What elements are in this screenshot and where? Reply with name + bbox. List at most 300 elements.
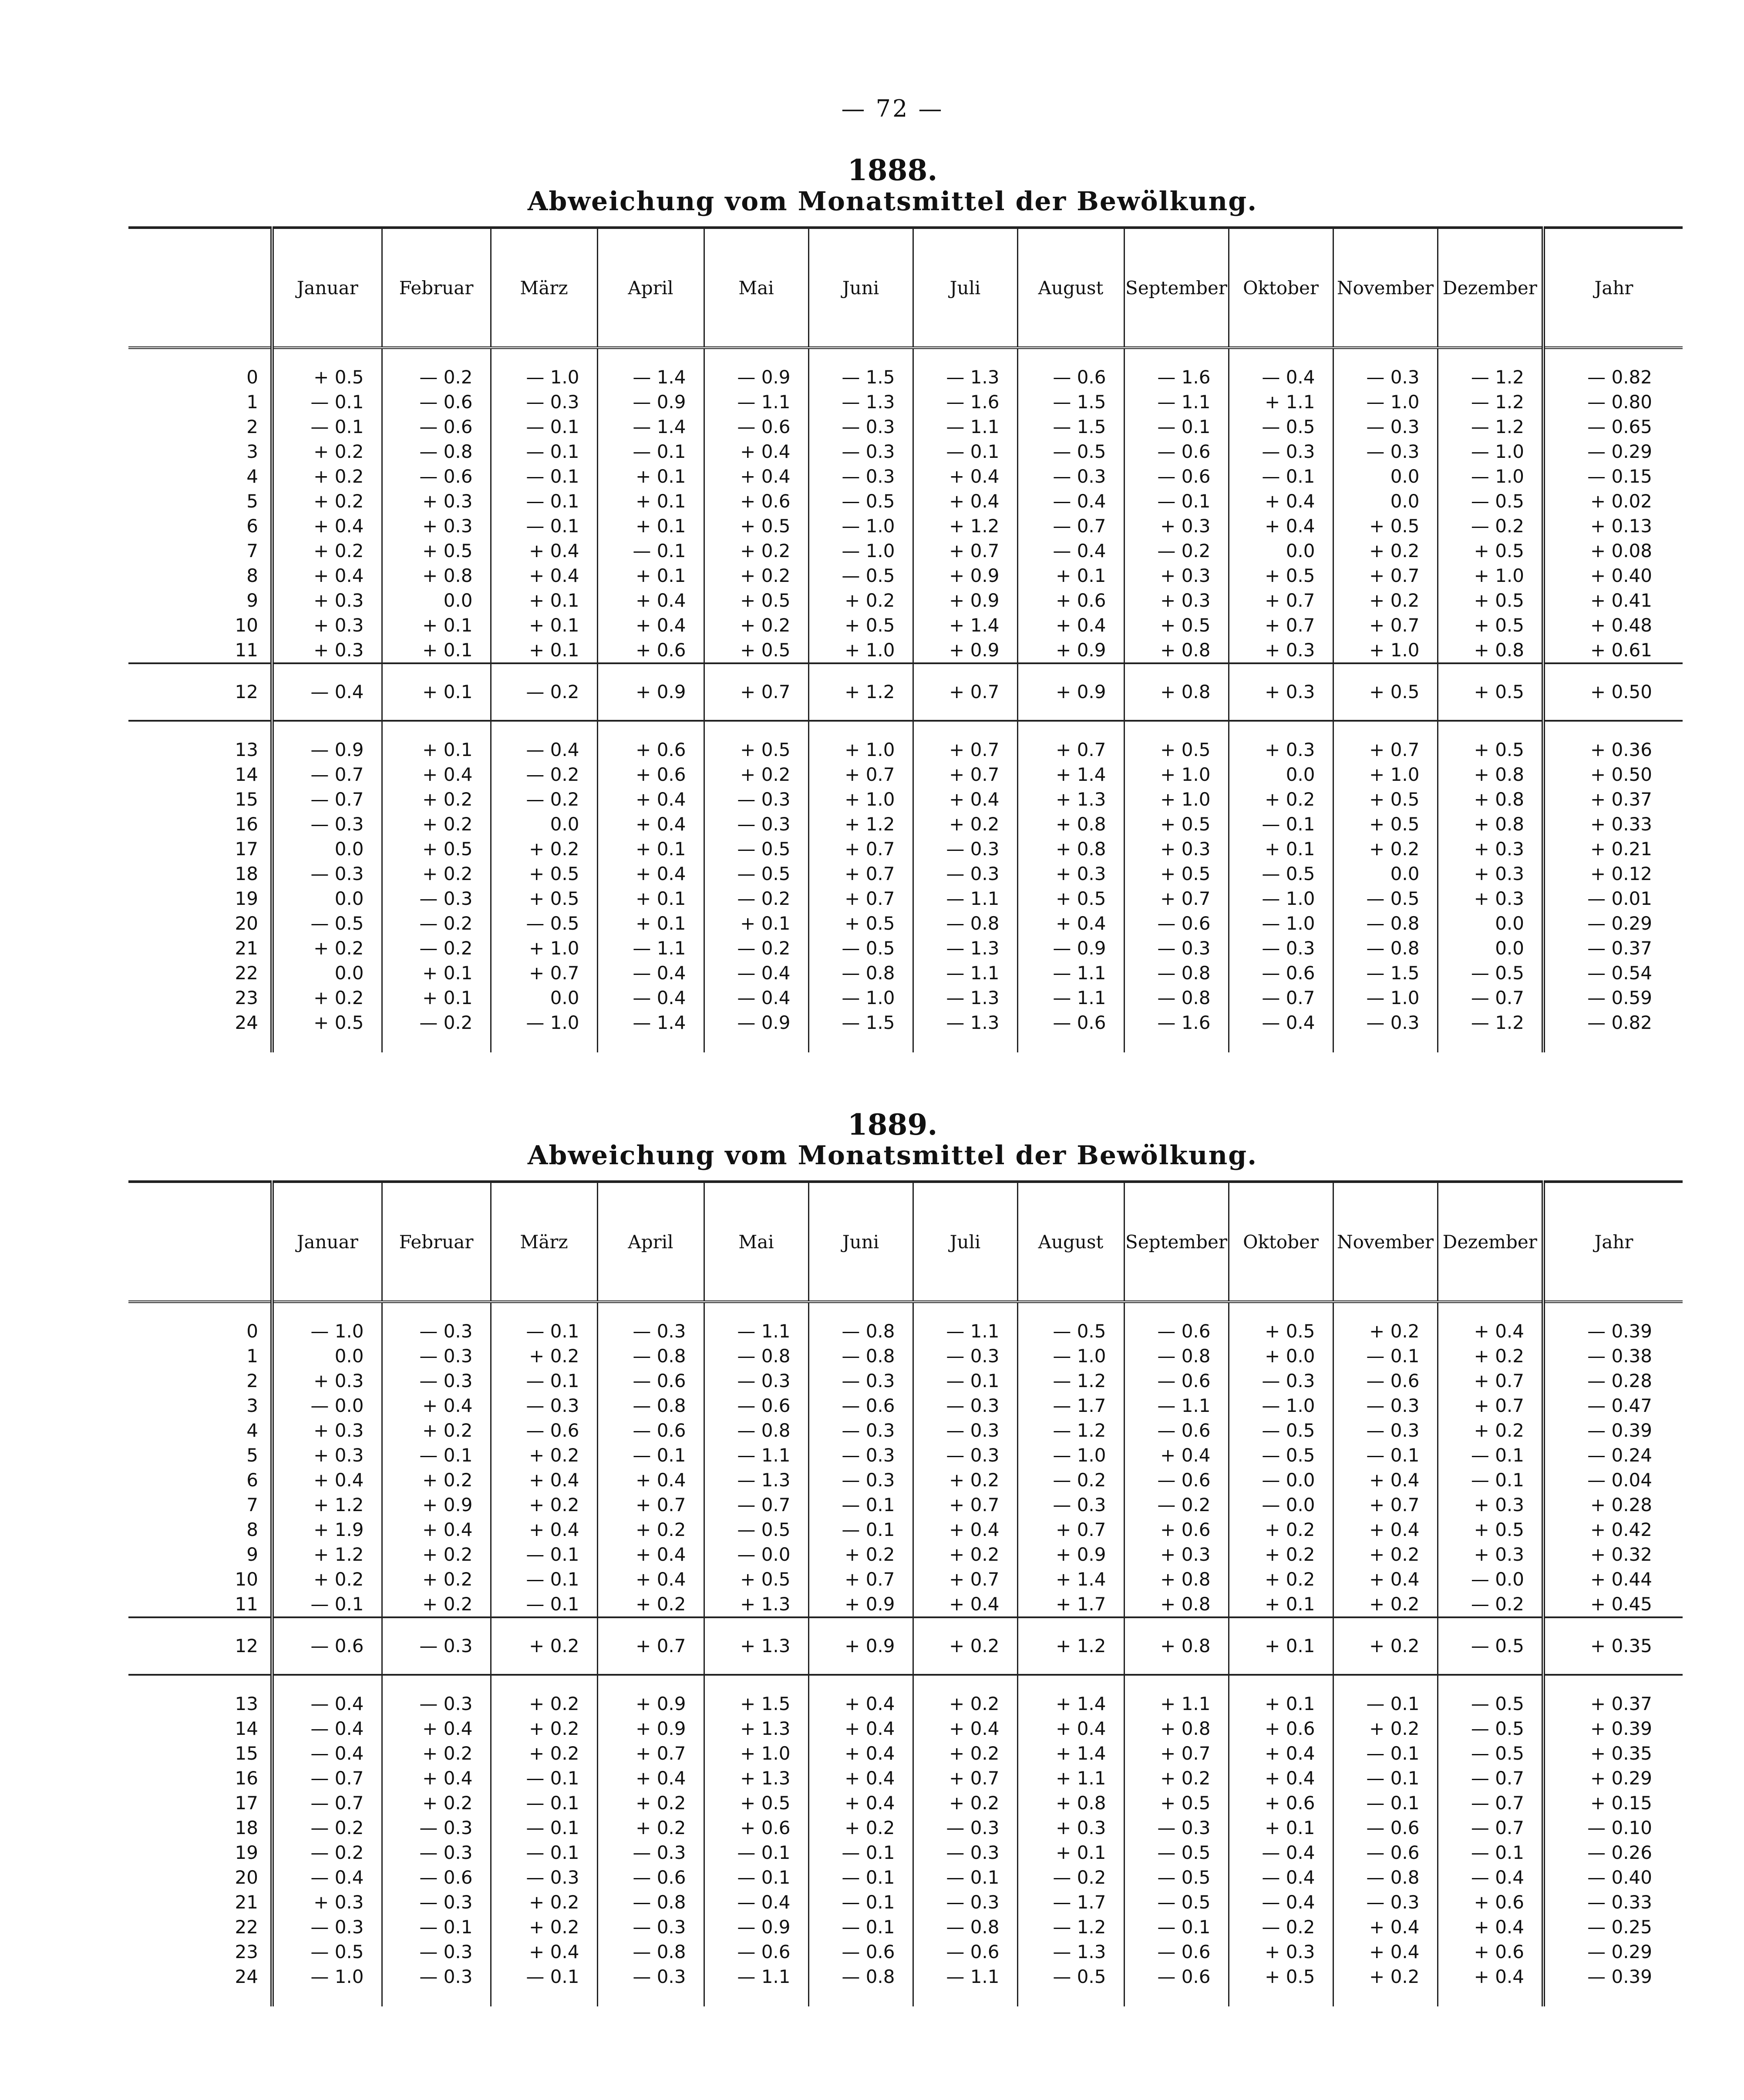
value-cell: + 0.2 xyxy=(913,1542,1017,1567)
value-cell: + 0.5 xyxy=(1438,613,1543,638)
hour-cell: 5 xyxy=(246,1445,258,1466)
value-cell: — 1.0 xyxy=(808,985,913,1010)
value-cell: — 0.2 xyxy=(382,1010,491,1052)
value-cell: — 0.3 xyxy=(382,1840,491,1865)
value-cell: + 0.8 xyxy=(1438,787,1543,812)
table-row xyxy=(128,1010,1683,1052)
year-mean-cell: — 0.39 xyxy=(1543,1302,1683,1344)
value-cell: — 0.3 xyxy=(597,1302,704,1344)
table-row xyxy=(128,1393,1683,1418)
value-cell: + 0.7 xyxy=(808,762,913,787)
value-cell: + 0.4 xyxy=(913,1517,1017,1542)
value-cell: + 0.3 xyxy=(1124,563,1229,588)
value-cell: — 0.2 xyxy=(1017,1865,1124,1890)
page-number: — 72 — xyxy=(841,95,944,122)
value-cell: + 0.5 xyxy=(1438,1517,1543,1542)
value-cell: + 0.7 xyxy=(913,1766,1017,1791)
value-cell: — 0.1 xyxy=(491,439,597,464)
value-cell: — 1.0 xyxy=(272,1964,382,2006)
value-cell: — 0.2 xyxy=(382,911,491,936)
value-cell: — 0.2 xyxy=(382,348,491,390)
value-cell: + 1.0 xyxy=(808,787,913,812)
column-header-9: Oktober xyxy=(1229,228,1333,348)
value-cell: + 0.3 xyxy=(1438,837,1543,861)
table-row xyxy=(128,1865,1683,1890)
value-cell: — 0.1 xyxy=(491,1567,597,1592)
value-cell: — 1.1 xyxy=(704,1964,808,2006)
value-cell: — 1.2 xyxy=(1017,1915,1124,1939)
hour-cell: 13 xyxy=(235,1693,258,1714)
value-cell: — 1.3 xyxy=(913,348,1017,390)
value-cell: + 0.6 xyxy=(597,762,704,787)
value-cell: — 0.8 xyxy=(808,1302,913,1344)
value-cell: — 0.1 xyxy=(1333,1741,1438,1766)
value-cell: — 0.8 xyxy=(1124,985,1229,1010)
value-cell: — 0.6 xyxy=(382,390,491,414)
value-cell: — 0.7 xyxy=(1438,1815,1543,1840)
value-cell: + 0.5 xyxy=(491,886,597,911)
value-cell: — 0.3 xyxy=(913,1890,1017,1915)
hour-cell: 20 xyxy=(235,913,258,934)
table-row xyxy=(128,638,1683,663)
table-row xyxy=(128,1915,1683,1939)
value-cell: — 0.3 xyxy=(1229,936,1333,961)
table-row xyxy=(128,514,1683,538)
value-cell: — 0.4 xyxy=(1017,538,1124,563)
hour-cell: 9 xyxy=(246,1544,258,1565)
hour-cell: 6 xyxy=(246,1469,258,1491)
deviation-table xyxy=(128,1180,1683,2006)
value-cell: + 0.4 xyxy=(1017,613,1124,638)
value-cell: + 0.4 xyxy=(491,538,597,563)
value-cell: + 0.1 xyxy=(382,663,491,721)
table-row xyxy=(128,1890,1683,1915)
value-cell: + 0.5 xyxy=(272,1010,382,1052)
value-cell: — 0.8 xyxy=(597,1939,704,1964)
column-header-hour xyxy=(128,228,272,348)
value-cell: 0.0 xyxy=(272,886,382,911)
value-cell: + 1.3 xyxy=(704,1617,808,1675)
value-cell: — 1.0 xyxy=(1333,985,1438,1010)
hour-cell: 21 xyxy=(235,1892,258,1913)
hour-cell: 4 xyxy=(246,1420,258,1441)
value-cell: — 0.3 xyxy=(913,1443,1017,1468)
hour-cell: 24 xyxy=(235,1012,258,1033)
value-cell: + 0.2 xyxy=(1229,1542,1333,1567)
value-cell: + 0.8 xyxy=(1124,1716,1229,1741)
table-row xyxy=(128,390,1683,414)
value-cell: + 0.8 xyxy=(1124,663,1229,721)
table-row xyxy=(128,861,1683,886)
value-cell: + 0.2 xyxy=(491,1443,597,1468)
value-cell: + 1.0 xyxy=(808,721,913,762)
value-cell: + 0.4 xyxy=(1438,1915,1543,1939)
value-cell: — 0.6 xyxy=(808,1393,913,1418)
value-cell: + 0.7 xyxy=(1438,1393,1543,1418)
value-cell: — 0.6 xyxy=(1333,1840,1438,1865)
value-cell: — 0.5 xyxy=(272,911,382,936)
value-cell: — 0.6 xyxy=(597,1368,704,1393)
value-cell: — 0.6 xyxy=(1124,1302,1229,1344)
value-cell: + 0.4 xyxy=(913,1592,1017,1617)
value-cell: + 0.8 xyxy=(1124,1567,1229,1592)
hour-cell: 10 xyxy=(235,1569,258,1590)
table-row xyxy=(128,663,1683,721)
value-cell: + 0.8 xyxy=(1017,837,1124,861)
value-cell: — 0.3 xyxy=(1333,348,1438,390)
table-row xyxy=(128,1567,1683,1592)
value-cell: — 0.5 xyxy=(1229,414,1333,439)
value-cell: — 0.0 xyxy=(1229,1468,1333,1492)
value-cell: + 1.2 xyxy=(913,514,1017,538)
morning-rows xyxy=(128,348,1683,663)
table-row xyxy=(128,1815,1683,1840)
value-cell: — 0.3 xyxy=(704,812,808,837)
value-cell: + 0.2 xyxy=(382,1791,491,1815)
value-cell: — 0.8 xyxy=(597,1393,704,1418)
value-cell: — 0.1 xyxy=(491,1791,597,1815)
table-row xyxy=(128,985,1683,1010)
value-cell: — 0.9 xyxy=(704,1010,808,1052)
hour-cell: 23 xyxy=(235,1941,258,1962)
value-cell: — 0.6 xyxy=(1017,1010,1124,1052)
value-cell: — 0.3 xyxy=(1333,1890,1438,1915)
value-cell: + 0.7 xyxy=(808,1567,913,1592)
value-cell: — 0.1 xyxy=(1124,414,1229,439)
value-cell: — 0.3 xyxy=(272,1915,382,1939)
hour-cell: 12 xyxy=(128,1617,272,1675)
value-cell: — 0.6 xyxy=(1124,911,1229,936)
column-header-11: Dezember xyxy=(1438,1182,1543,1302)
value-cell: + 0.0 xyxy=(1229,1344,1333,1368)
value-cell: + 0.4 xyxy=(1017,1716,1124,1741)
value-cell: — 1.2 xyxy=(1438,348,1543,390)
value-cell: + 1.3 xyxy=(704,1592,808,1617)
value-cell: + 0.2 xyxy=(1438,1344,1543,1368)
value-cell: + 0.6 xyxy=(704,1815,808,1840)
value-cell: — 0.3 xyxy=(382,1675,491,1716)
value-cell: + 0.2 xyxy=(382,1468,491,1492)
value-cell: — 0.1 xyxy=(1333,1766,1438,1791)
value-cell: — 0.2 xyxy=(491,787,597,812)
value-cell: + 0.1 xyxy=(1229,1617,1333,1675)
value-cell: + 0.3 xyxy=(272,638,382,663)
column-header-year: Jahr xyxy=(1543,228,1683,348)
value-cell: 0.0 xyxy=(1438,936,1543,961)
value-cell: + 0.8 xyxy=(1438,762,1543,787)
value-cell: — 0.5 xyxy=(704,837,808,861)
value-cell: + 0.4 xyxy=(382,1517,491,1542)
value-cell: + 0.2 xyxy=(382,861,491,886)
value-cell: + 0.2 xyxy=(704,613,808,638)
value-cell: + 0.8 xyxy=(1124,638,1229,663)
hour-cell: 19 xyxy=(235,1842,258,1863)
value-cell: + 1.0 xyxy=(808,638,913,663)
value-cell: — 1.6 xyxy=(1124,1010,1229,1052)
table-row xyxy=(128,1517,1683,1542)
value-cell: + 0.2 xyxy=(1229,787,1333,812)
value-cell: + 0.2 xyxy=(491,837,597,861)
value-cell: + 0.3 xyxy=(1438,1542,1543,1567)
value-cell: + 0.4 xyxy=(808,1741,913,1766)
value-cell: + 0.2 xyxy=(1333,837,1438,861)
value-cell: + 0.5 xyxy=(1333,787,1438,812)
value-cell: + 0.1 xyxy=(491,588,597,613)
value-cell: + 0.7 xyxy=(1017,721,1124,762)
hour-cell: 11 xyxy=(235,1593,258,1615)
value-cell: — 1.1 xyxy=(1017,961,1124,985)
value-cell: + 0.7 xyxy=(491,961,597,985)
value-cell: + 0.7 xyxy=(1017,1517,1124,1542)
value-cell: — 0.3 xyxy=(597,1964,704,2006)
value-cell: — 1.7 xyxy=(1017,1890,1124,1915)
value-cell: — 1.0 xyxy=(1017,1443,1124,1468)
value-cell: + 0.4 xyxy=(382,1766,491,1791)
value-cell: — 0.3 xyxy=(1333,1010,1438,1052)
value-cell: + 0.2 xyxy=(597,1517,704,1542)
column-header-10: November xyxy=(1333,228,1438,348)
value-cell: + 1.2 xyxy=(808,812,913,837)
value-cell: — 0.5 xyxy=(1438,961,1543,985)
value-cell: — 0.1 xyxy=(808,1517,913,1542)
value-cell: + 0.4 xyxy=(272,563,382,588)
value-cell: — 0.3 xyxy=(382,1964,491,2006)
column-header-year: Jahr xyxy=(1543,1182,1683,1302)
value-cell: + 0.4 xyxy=(808,1675,913,1716)
value-cell: — 0.3 xyxy=(382,1939,491,1964)
value-cell: — 0.6 xyxy=(491,1418,597,1443)
value-cell: — 0.3 xyxy=(704,787,808,812)
value-cell: — 0.7 xyxy=(704,1492,808,1517)
value-cell: — 0.3 xyxy=(913,1393,1017,1418)
evening-rows xyxy=(128,721,1683,1052)
value-cell: — 1.2 xyxy=(1438,1010,1543,1052)
value-cell: + 0.3 xyxy=(1017,861,1124,886)
value-cell: — 0.6 xyxy=(382,1865,491,1890)
value-cell: — 0.6 xyxy=(704,1939,808,1964)
value-cell: — 1.3 xyxy=(913,936,1017,961)
value-cell: + 0.5 xyxy=(1124,613,1229,638)
table-row xyxy=(128,1791,1683,1815)
value-cell: — 0.5 xyxy=(808,489,913,514)
year-mean-cell: + 0.42 xyxy=(1543,1517,1683,1542)
value-cell: + 0.7 xyxy=(1333,721,1438,762)
value-cell: — 0.5 xyxy=(1229,861,1333,886)
value-cell: — 1.3 xyxy=(808,390,913,414)
table-row xyxy=(128,1443,1683,1468)
value-cell: + 1.0 xyxy=(1333,638,1438,663)
value-cell: — 0.1 xyxy=(597,439,704,464)
value-cell: + 0.1 xyxy=(1229,837,1333,861)
value-cell: 0.0 xyxy=(272,837,382,861)
value-cell: — 0.3 xyxy=(1229,439,1333,464)
deviation-table xyxy=(128,226,1683,1052)
value-cell: — 0.3 xyxy=(382,1344,491,1368)
value-cell: + 0.2 xyxy=(272,538,382,563)
value-cell: + 0.2 xyxy=(808,1542,913,1567)
column-header-6: Juli xyxy=(913,1182,1017,1302)
value-cell: + 0.5 xyxy=(704,1791,808,1815)
value-cell: + 0.1 xyxy=(597,886,704,911)
value-cell: — 0.3 xyxy=(913,837,1017,861)
value-cell: — 0.3 xyxy=(1017,1492,1124,1517)
table-row xyxy=(128,1418,1683,1443)
year-mean-cell: — 0.37 xyxy=(1543,936,1683,961)
hour-cell: 18 xyxy=(235,863,258,884)
year-mean-cell: + 0.40 xyxy=(1543,563,1683,588)
value-cell: — 0.8 xyxy=(1333,1865,1438,1890)
value-cell: + 1.0 xyxy=(704,1741,808,1766)
value-cell: + 0.2 xyxy=(1333,1592,1438,1617)
value-cell: — 1.1 xyxy=(1124,1393,1229,1418)
value-cell: + 0.4 xyxy=(597,861,704,886)
value-cell: — 0.3 xyxy=(491,1865,597,1890)
value-cell: + 0.7 xyxy=(808,886,913,911)
value-cell: + 0.1 xyxy=(597,563,704,588)
value-cell: + 0.2 xyxy=(704,563,808,588)
column-header-6: Juli xyxy=(913,228,1017,348)
value-cell: — 0.3 xyxy=(382,1302,491,1344)
column-header-0: Januar xyxy=(272,1182,382,1302)
value-cell: — 0.1 xyxy=(1438,1443,1543,1468)
value-cell: + 0.4 xyxy=(1333,1468,1438,1492)
hour-cell: 15 xyxy=(235,1743,258,1764)
table-row xyxy=(128,837,1683,861)
value-cell: + 0.6 xyxy=(1438,1939,1543,1964)
value-cell: + 0.2 xyxy=(491,1344,597,1368)
year-mean-cell: + 0.48 xyxy=(1543,613,1683,638)
value-cell: — 0.1 xyxy=(1124,1915,1229,1939)
value-cell: + 0.3 xyxy=(272,1443,382,1468)
value-cell: — 0.1 xyxy=(808,1915,913,1939)
value-cell: + 0.5 xyxy=(382,538,491,563)
value-cell: + 0.5 xyxy=(1438,663,1543,721)
value-cell: + 0.2 xyxy=(1229,1567,1333,1592)
value-cell: + 0.4 xyxy=(704,439,808,464)
value-cell: + 1.7 xyxy=(1017,1592,1124,1617)
value-cell: + 1.3 xyxy=(704,1716,808,1741)
hour-cell: 23 xyxy=(235,987,258,1008)
hour-cell: 7 xyxy=(246,540,258,561)
value-cell: + 0.4 xyxy=(913,1716,1017,1741)
value-cell: — 1.2 xyxy=(1438,414,1543,439)
table-row xyxy=(128,563,1683,588)
value-cell: — 0.1 xyxy=(913,1368,1017,1393)
value-cell: — 0.4 xyxy=(1017,489,1124,514)
value-cell: + 0.3 xyxy=(272,1890,382,1915)
value-cell: — 0.5 xyxy=(808,936,913,961)
value-cell: + 0.6 xyxy=(704,489,808,514)
value-cell: — 1.0 xyxy=(1017,1344,1124,1368)
value-cell: + 0.2 xyxy=(808,1815,913,1840)
value-cell: + 1.1 xyxy=(1229,390,1333,414)
value-cell: + 0.4 xyxy=(491,1468,597,1492)
value-cell: + 0.2 xyxy=(272,489,382,514)
value-cell: + 0.2 xyxy=(1333,1716,1438,1741)
value-cell: + 0.5 xyxy=(1229,563,1333,588)
table-row xyxy=(128,348,1683,390)
value-cell: + 0.7 xyxy=(913,762,1017,787)
value-cell: + 0.6 xyxy=(597,638,704,663)
value-cell: + 0.1 xyxy=(382,638,491,663)
value-cell: — 0.7 xyxy=(1017,514,1124,538)
noon-rows xyxy=(128,663,1683,721)
value-cell: — 1.0 xyxy=(1438,439,1543,464)
value-cell: — 0.3 xyxy=(704,1368,808,1393)
value-cell: + 0.5 xyxy=(1333,812,1438,837)
value-cell: — 0.7 xyxy=(272,762,382,787)
value-cell: + 0.2 xyxy=(491,1741,597,1766)
table-row xyxy=(128,936,1683,961)
value-cell: — 1.3 xyxy=(1017,1939,1124,1964)
value-cell: + 0.4 xyxy=(1333,1939,1438,1964)
value-cell: — 0.8 xyxy=(808,1344,913,1368)
value-cell: — 0.5 xyxy=(1438,1741,1543,1766)
hour-cell: 4 xyxy=(246,466,258,487)
year-mean-cell: + 0.08 xyxy=(1543,538,1683,563)
value-cell: + 0.4 xyxy=(1124,1443,1229,1468)
value-cell: 0.0 xyxy=(1438,911,1543,936)
value-cell: + 1.4 xyxy=(1017,1675,1124,1716)
value-cell: + 0.2 xyxy=(491,1716,597,1741)
year-mean-cell: — 0.29 xyxy=(1543,911,1683,936)
year-mean-cell: + 0.02 xyxy=(1543,489,1683,514)
value-cell: + 0.3 xyxy=(272,1418,382,1443)
value-cell: + 0.4 xyxy=(382,762,491,787)
value-cell: — 1.1 xyxy=(1017,985,1124,1010)
value-cell: — 0.8 xyxy=(597,1344,704,1368)
hour-cell: 21 xyxy=(235,937,258,959)
table-row xyxy=(128,439,1683,464)
hour-cell: 15 xyxy=(235,789,258,810)
value-cell: + 0.4 xyxy=(597,787,704,812)
value-cell: — 0.7 xyxy=(1438,985,1543,1010)
value-cell: — 0.3 xyxy=(597,1840,704,1865)
value-cell: — 1.0 xyxy=(491,1010,597,1052)
value-cell: + 0.3 xyxy=(1017,1815,1124,1840)
value-cell: — 0.6 xyxy=(272,1617,382,1675)
value-cell: — 0.3 xyxy=(1229,1368,1333,1393)
value-cell: + 0.2 xyxy=(272,439,382,464)
column-header-3: April xyxy=(597,1182,704,1302)
column-header-7: August xyxy=(1017,1182,1124,1302)
value-cell: — 1.0 xyxy=(1333,390,1438,414)
value-cell: — 0.8 xyxy=(913,1915,1017,1939)
year-mean-cell: — 0.01 xyxy=(1543,886,1683,911)
hour-cell: 16 xyxy=(235,813,258,835)
year-mean-cell: — 0.39 xyxy=(1543,1418,1683,1443)
value-cell: + 0.5 xyxy=(704,721,808,762)
value-cell: — 0.1 xyxy=(808,1865,913,1890)
value-cell: — 0.6 xyxy=(1124,1939,1229,1964)
value-cell: — 0.4 xyxy=(272,1675,382,1716)
value-cell: + 0.5 xyxy=(382,837,491,861)
value-cell: + 0.7 xyxy=(1229,613,1333,638)
value-cell: — 0.7 xyxy=(272,1766,382,1791)
value-cell: — 1.0 xyxy=(1229,911,1333,936)
value-cell: + 0.4 xyxy=(597,1766,704,1791)
value-cell: — 0.1 xyxy=(1333,1791,1438,1815)
value-cell: — 0.3 xyxy=(808,439,913,464)
table-row xyxy=(128,1344,1683,1368)
value-cell: — 0.1 xyxy=(491,489,597,514)
value-cell: — 0.1 xyxy=(491,514,597,538)
hour-cell: 19 xyxy=(235,888,258,909)
value-cell: — 1.1 xyxy=(704,1302,808,1344)
value-cell: — 0.2 xyxy=(491,663,597,721)
value-cell: — 0.9 xyxy=(597,390,704,414)
year-mean-cell: — 0.29 xyxy=(1543,1939,1683,1964)
